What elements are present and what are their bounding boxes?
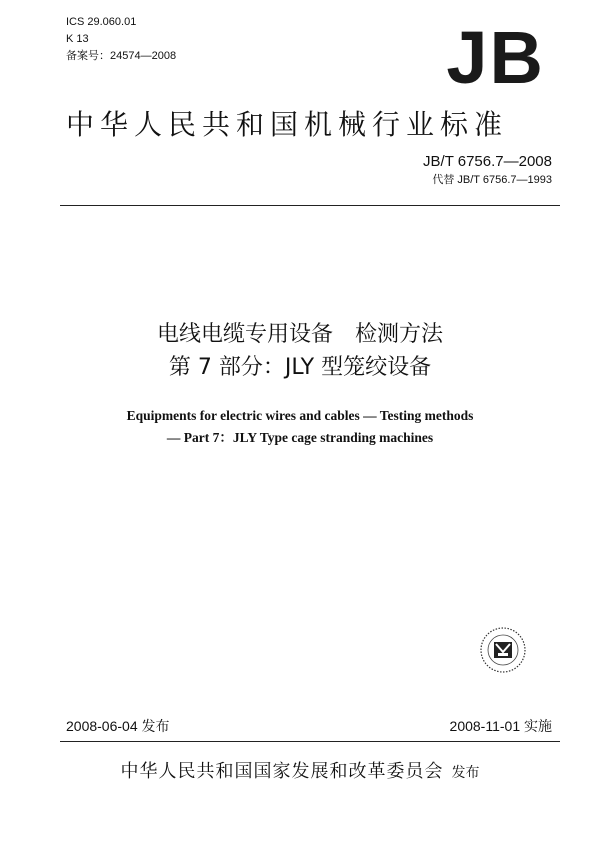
footer-divider xyxy=(60,741,560,742)
chinese-title-line-2: 第 7 部分：JLY 型笼绞设备 xyxy=(168,355,432,380)
classification-block xyxy=(66,14,176,65)
dates-row xyxy=(66,716,552,740)
issuer-suffix: 发布 xyxy=(451,765,480,781)
jb-logo xyxy=(425,16,545,99)
standard-category-title: 中华人民共和国机械行业标准 xyxy=(66,108,509,141)
standard-number-block xyxy=(423,152,552,188)
english-title-line-1: Equipments for electric wires and cables — Testing methods xyxy=(126,408,474,423)
issuer-name: 中华人民共和国国家发展和改革委员会 xyxy=(120,761,444,782)
chinese-title xyxy=(0,318,600,384)
issue-date: 2008-06-04 发布 xyxy=(66,718,170,734)
english-title xyxy=(0,405,600,449)
standard-number: JB/T 6756.7—2008 xyxy=(423,153,552,170)
publisher-seal-icon xyxy=(478,625,528,675)
class-code: K 13 xyxy=(66,33,89,45)
ics-code: ICS 29.060.01 xyxy=(66,16,137,28)
header-divider xyxy=(60,205,560,206)
issuing-authority xyxy=(0,757,600,783)
chinese-title-line-1: 电线电缆专用设备 检测方法 xyxy=(156,322,443,347)
record-number: 备案号：24574—2008 xyxy=(66,50,177,62)
implementation-date: 2008-11-01 实施 xyxy=(449,718,552,734)
jb-logo-text: JB xyxy=(446,16,545,99)
replaces-standard: 代替 JB/T 6756.7—1993 xyxy=(432,174,552,186)
english-title-line-2: — Part 7：JLY Type cage stranding machines xyxy=(166,430,434,445)
